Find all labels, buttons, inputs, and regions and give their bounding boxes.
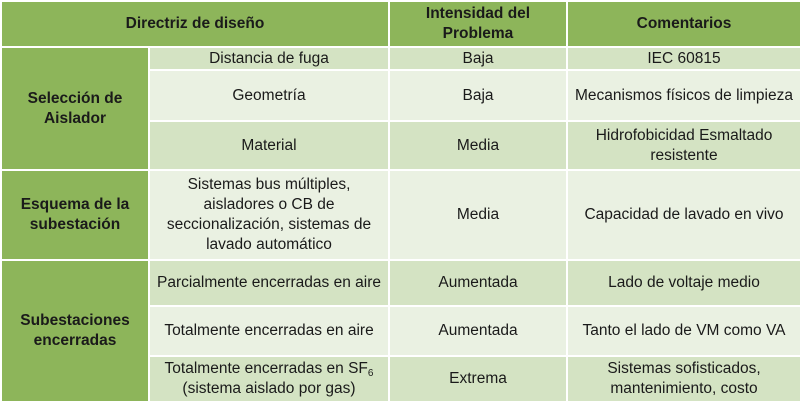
intensity-cell: Aumentada [389, 306, 567, 356]
header-comments: Comentarios [567, 1, 800, 47]
header-intensity: Intensidad del Problema [389, 1, 567, 47]
subscript-six: 6 [367, 368, 374, 379]
category-enclosed-substations: Subestaciones encerradas [1, 260, 149, 402]
comment-cell: Mecanismos físicos de limpieza [567, 70, 800, 121]
guideline-cell: Sistemas bus múltiples, aisladores o CB de seccionalización, sistemas de lavado automático [149, 170, 389, 260]
intensity-cell: Baja [389, 70, 567, 121]
comment-cell: Capacidad de lavado en vivo [567, 170, 800, 260]
table-row [1, 47, 800, 70]
header-guideline: Directriz de diseño [1, 1, 389, 47]
comment-cell: Sistemas sofisticados, mantenimiento, costo [567, 356, 800, 402]
comment-cell: Lado de voltaje medio [567, 260, 800, 306]
category-substation-layout: Esquema de la subestación [1, 170, 149, 260]
guideline-cell: Geometría [149, 70, 389, 121]
header-row [1, 1, 800, 47]
guideline-cell: Material [149, 121, 389, 170]
intensity-cell: Media [389, 170, 567, 260]
guideline-cell [149, 356, 389, 402]
intensity-cell: Media [389, 121, 567, 170]
guideline-text-post: (sistema aislado por gas) [182, 380, 356, 397]
comment-cell: Hidrofobicidad Esmaltado resistente [567, 121, 800, 170]
guideline-cell: Totalmente encerradas en aire [149, 306, 389, 356]
intensity-cell: Baja [389, 47, 567, 70]
comment-cell: IEC 60815 [567, 47, 800, 70]
table-row [1, 170, 800, 260]
category-insulator-selection: Selección de Aislador [1, 47, 149, 170]
guideline-cell: Distancia de fuga [149, 47, 389, 70]
intensity-cell: Aumentada [389, 260, 567, 306]
table-row [1, 260, 800, 306]
guideline-cell: Parcialmente encerradas en aire [149, 260, 389, 306]
comment-cell: Tanto el lado de VM como VA [567, 306, 800, 356]
guideline-text-pre: Totalmente encerradas en SF [164, 360, 368, 377]
intensity-cell: Extrema [389, 356, 567, 402]
